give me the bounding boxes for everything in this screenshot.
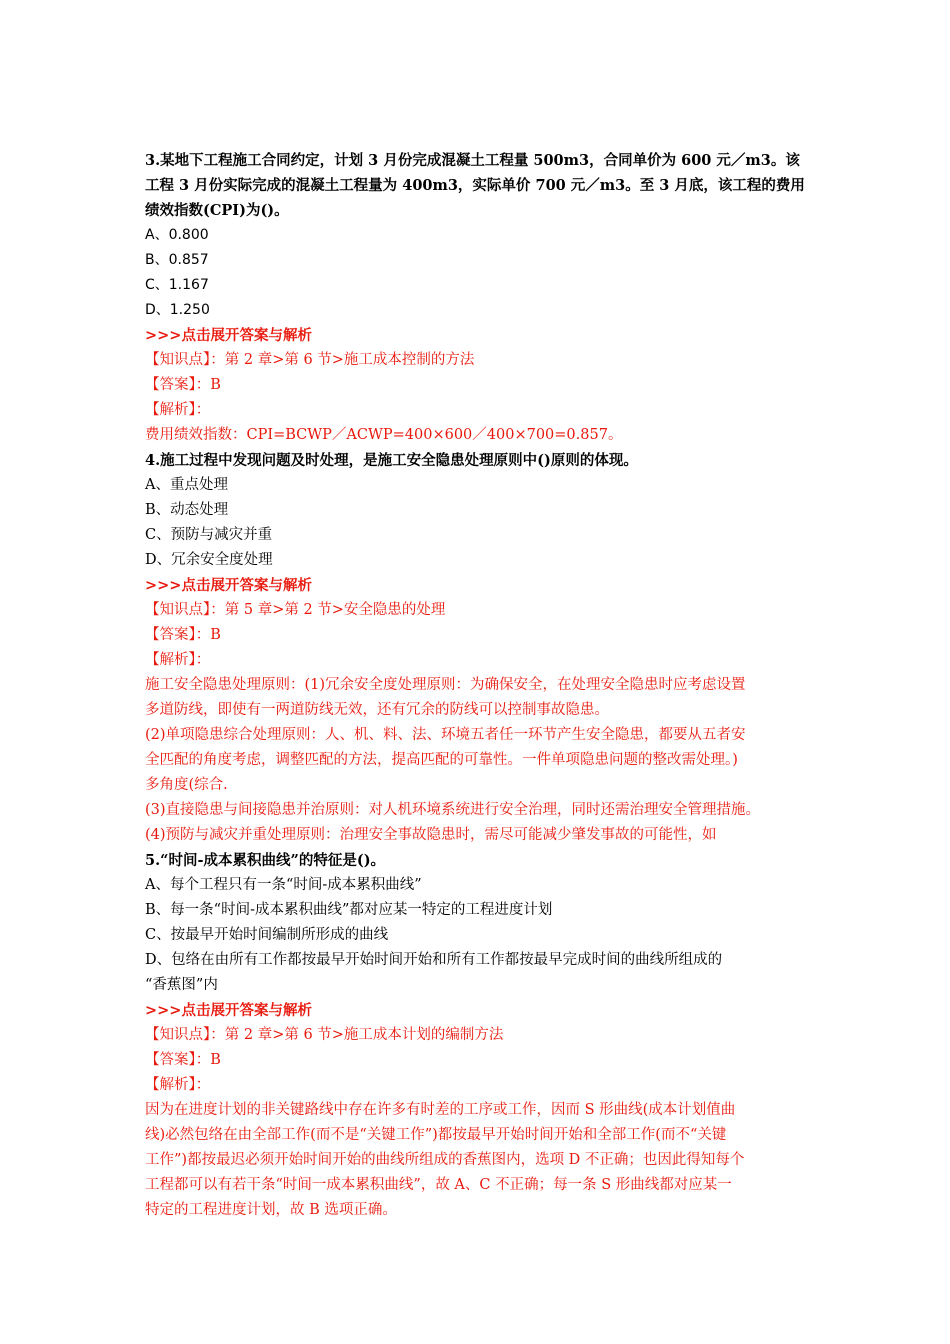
analysis-label: 【解析】： — [145, 1077, 211, 1093]
expand-answer-link[interactable]: >>>点击展开答案与解析 — [145, 1002, 312, 1019]
question-5 — [145, 848, 815, 1223]
knowledge-point: 【知识点】：第 2 章>第 6 节>施工成本计划的编制方法 — [145, 1027, 504, 1043]
analysis-line: 多道防线，即使有一两道防线无效，还有冗余的防线可以控制事故隐患。 — [145, 702, 609, 718]
option-b: B、0.857 — [145, 252, 209, 268]
analysis-line: 特定的工程进度计划，故 B 选项正确。 — [145, 1202, 397, 1218]
analysis-line: 因为在进度计划的非关键路线中存在许多有时差的工序或工作，因而 S 形曲线(成本计划值曲 — [145, 1102, 736, 1118]
question-stem-line: 5.“时间-成本累积曲线”的特征是()。 — [145, 852, 386, 869]
analysis-line: 全匹配的角度考虑，调整匹配的方法，提高匹配的可靠性。一件单项隐患问题的整改需处理。) — [145, 752, 738, 768]
expand-answer-link[interactable]: >>>点击展开答案与解析 — [145, 327, 312, 344]
answer: 【答案】：B — [145, 627, 221, 643]
analysis-line: 工程都可以有若干条“时间一成本累积曲线”，故 A、C 不正确；每一条 S 形曲线都对应某一 — [145, 1177, 732, 1193]
analysis-label: 【解析】： — [145, 402, 211, 418]
analysis-line: (3)直接隐患与间接隐患并治原则：对人机环境系统进行安全治理，同时还需治理安全管理措施。 — [145, 802, 761, 818]
answer: 【答案】：B — [145, 1052, 221, 1068]
option-a: A、每个工程只有一条“时间-成本累积曲线” — [145, 877, 422, 893]
option-a: A、重点处理 — [145, 477, 228, 493]
question-4 — [145, 448, 815, 848]
option-c: C、1.167 — [145, 277, 209, 293]
option-c: C、预防与减灾并重 — [145, 527, 273, 543]
question-stem-line: 3.某地下工程施工合同约定，计划 3 月份完成混凝土工程量 500m3，合同单价为 600 元／m3。该 — [145, 152, 800, 169]
option-d: D、包络在由所有工作都按最早开始时间开始和所有工作都按最早完成时间的曲线所组成的 — [145, 952, 723, 968]
knowledge-point: 【知识点】：第 2 章>第 6 节>施工成本控制的方法 — [145, 352, 475, 368]
analysis-line: 施工安全隐患处理原则：(1)冗余安全度处理原则：为确保安全，在处理安全隐患时应考虑设置 — [145, 677, 746, 693]
option-d: D、1.250 — [145, 302, 210, 318]
question-stem-line: 4.施工过程中发现问题及时处理，是施工安全隐患处理原则中()原则的体现。 — [145, 452, 638, 469]
answer: 【答案】：B — [145, 377, 221, 393]
analysis-line: 线)必然包络在由全部工作(而不是“关键工作”)都按最早开始时间开始和全部工作(而不“关键 — [145, 1127, 727, 1143]
option-c: C、按最早开始时间编制所形成的曲线 — [145, 927, 389, 943]
question-3 — [145, 148, 815, 448]
option-b: B、每一条“时间-成本累积曲线”都对应某一特定的工程进度计划 — [145, 902, 553, 918]
option-d: D、冗余安全度处理 — [145, 552, 273, 568]
option-a: A、0.800 — [145, 227, 209, 243]
option-b: B、动态处理 — [145, 502, 229, 518]
analysis-line: 多角度(综合. — [145, 777, 228, 793]
option-d-continued: “香蕉图”内 — [145, 977, 218, 993]
question-stem-line: 工程 3 月份实际完成的混凝土工程量为 400m3，实际单价 700 元／m3。至 3 月底，该工程的费用 — [145, 177, 805, 194]
analysis-label: 【解析】： — [145, 652, 211, 668]
analysis-line: 费用绩效指数：CPI=BCWP／ACWP=400×600／400×700=0.857。 — [145, 427, 623, 443]
analysis-line: 工作”)都按最迟必须开始时间开始的曲线所组成的香蕉图内，选项 D 不正确；也因此得知每个 — [145, 1152, 745, 1168]
analysis-line: (2)单项隐患综合处理原则：人、机、料、法、环境五者任一环节产生安全隐患，都要从五者安 — [145, 727, 746, 743]
question-stem-line: 绩效指数(CPI)为()。 — [145, 202, 289, 219]
document-page — [145, 148, 815, 1223]
knowledge-point: 【知识点】：第 5 章>第 2 节>安全隐患的处理 — [145, 602, 446, 618]
analysis-line: (4)预防与减灾并重处理原则：治理安全事故隐患时，需尽可能减少肇发事故的可能性，如 — [145, 827, 717, 843]
expand-answer-link[interactable]: >>>点击展开答案与解析 — [145, 577, 312, 594]
